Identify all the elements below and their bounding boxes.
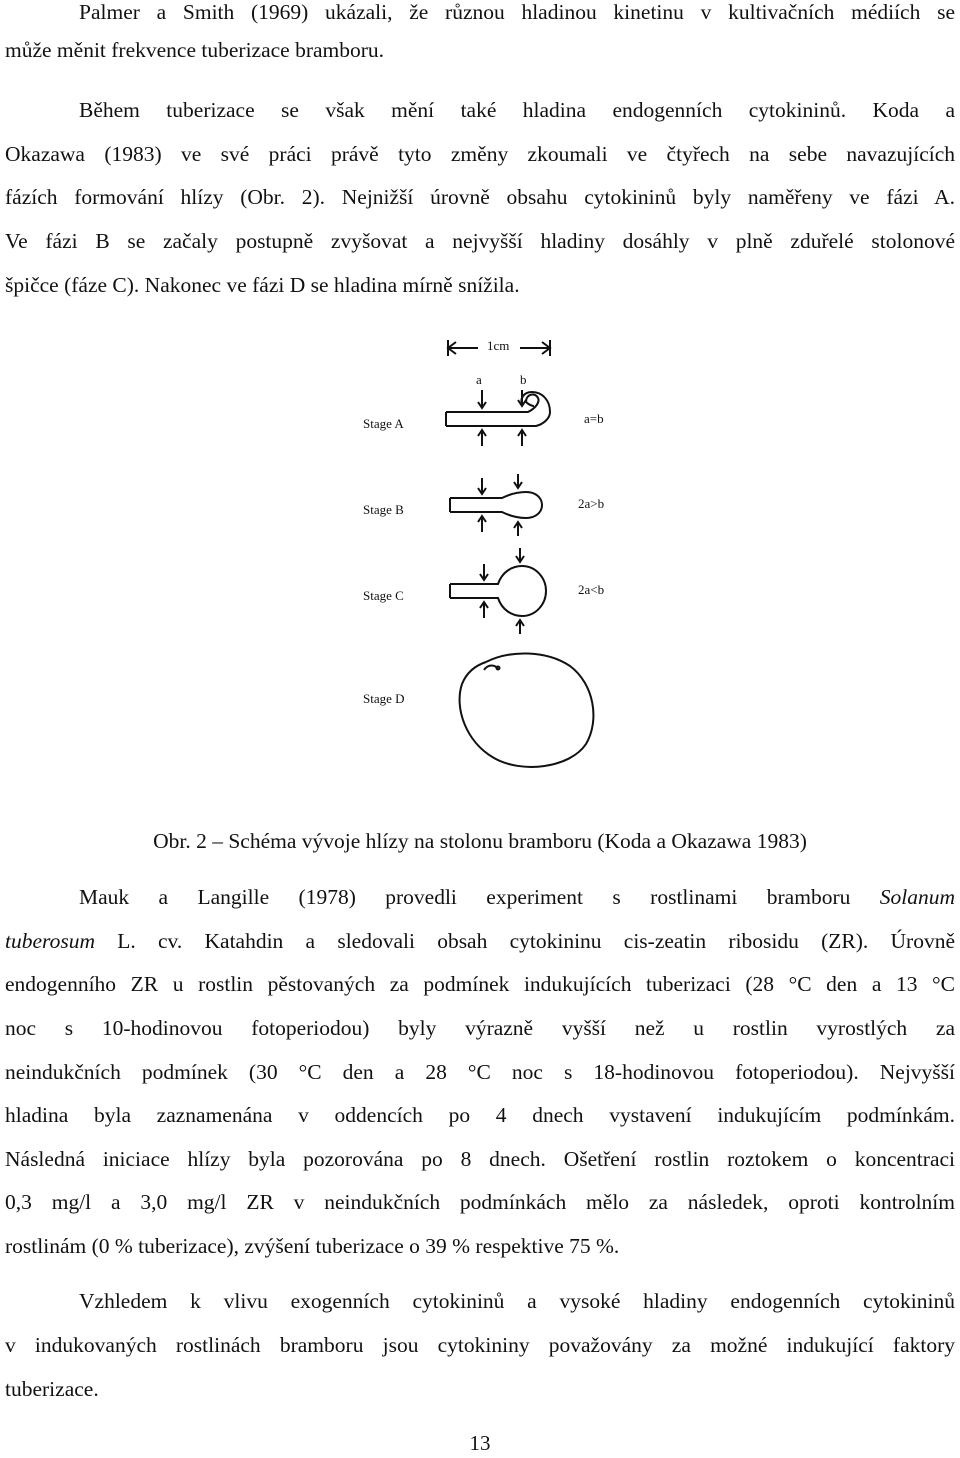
stage-a-stolon [446,390,550,446]
stage-b-stolon [450,474,542,536]
stage-a-label: Stage A [363,416,404,431]
paragraph-2-line-2: Okazawa (1983) ve své práci právě tyto změny zkoumali ve čtyřech na sebe navazujících [5,142,955,166]
stage-b-label: Stage B [363,502,404,517]
paragraph-3-line-6: hladina byla zaznamenána v oddencích po 4 dnech vystavení indukujícím podmínkám. [5,1103,955,1127]
paragraph-1-line-1: Palmer a Smith (1969) ukázali, že různou hladinou kinetinu v kultivačních médiích se [79,0,955,24]
stage-c-relation: 2a<b [578,582,605,597]
paragraph-3-line-7: Následná iniciace hlízy byla pozorována po 8 dnech. Ošetření rostlin roztokem o koncentraci [5,1147,955,1171]
paragraph-4-line-1: Vzhledem k vlivu exogenních cytokininů a vysoké hladiny endogenních cytokininů [79,1289,955,1313]
figure-caption: Obr. 2 – Schéma vývoje hlízy na stolonu bramboru (Koda a Okazawa 1983) [153,829,807,853]
stage-c-stolon [450,548,546,634]
paragraph-3-line-2 [5,926,955,956]
label-b: b [520,372,527,387]
paragraph-3-line-9: rostlinám (0 % tuberizace), zvýšení tuberizace o 39 % respektive 75 %. [5,1234,620,1258]
paragraph-2-line-5: špičce (fáze C). Nakonec ve fázi D se hladina mírně snížila. [5,273,520,297]
paragraph-4-line-3: tuberizace. [5,1377,99,1401]
species-genus: Solanum [879,885,956,909]
paragraph-2-line-3: fázích formování hlízy (Obr. 2). Nejnižší úrovně obsahu cytokininů byly naměřeny ve fázi A. [5,185,955,209]
paragraph-3-line-4: noc s 10-hodinovou fotoperiodou) byly výrazně vyšší než u rostlin vyrostlých za [5,1016,955,1040]
paragraph-1-line-2: může měnit frekvence tuberizace bramboru. [5,38,385,62]
paragraph-3-line-2-text: L. cv. Katahdin a sledovali obsah cytokininu cis-zeatin ribosidu (ZR). Úrovně [117,929,955,953]
paragraph-2-line-4: Ve fázi B se začaly postupně zvyšovat a nejvyšší hladiny dosáhly v plně zduřelé stolonové [5,229,955,253]
stage-c-label: Stage C [363,588,404,603]
paragraph-3-line-1 [79,882,955,912]
page-number: 13 [469,1431,491,1455]
tuber-stage-svg [350,328,620,778]
scale-label: 1cm [487,338,510,353]
stage-b-relation: 2a>b [578,496,605,511]
paragraph-3-line-5: neindukčních podmínek (30 °C den a 28 °C noc s 18-hodinovou fotoperiodou). Nejvyšší [5,1060,955,1084]
tuber-stage-diagram [350,328,620,778]
stage-d-label: Stage D [363,691,405,706]
paragraph-3-line-8: 0,3 mg/l a 3,0 mg/l ZR v neindukčních podmínkách mělo za následek, oproti kontrolním [5,1190,955,1214]
stage-d-tuber [460,653,594,766]
paragraph-3-line-1-text: Mauk a Langille (1978) provedli experiment s rostlinami bramboru [79,885,851,909]
paragraph-4-line-2: v indukovaných rostlinách bramboru jsou cytokininy považovány za možné indukující faktory [5,1333,955,1357]
stage-a-relation: a=b [584,411,604,426]
species-epithet: tuberosum [5,929,95,953]
label-a: a [476,372,482,387]
paragraph-3-line-3: endogenního ZR u rostlin pěstovaných za podmínek indukujících tuberizaci (28 °C den a 13 °C [5,972,955,996]
paragraph-2-line-1: Během tuberizace se však mění také hladina endogenních cytokininů. Koda a [79,98,955,122]
